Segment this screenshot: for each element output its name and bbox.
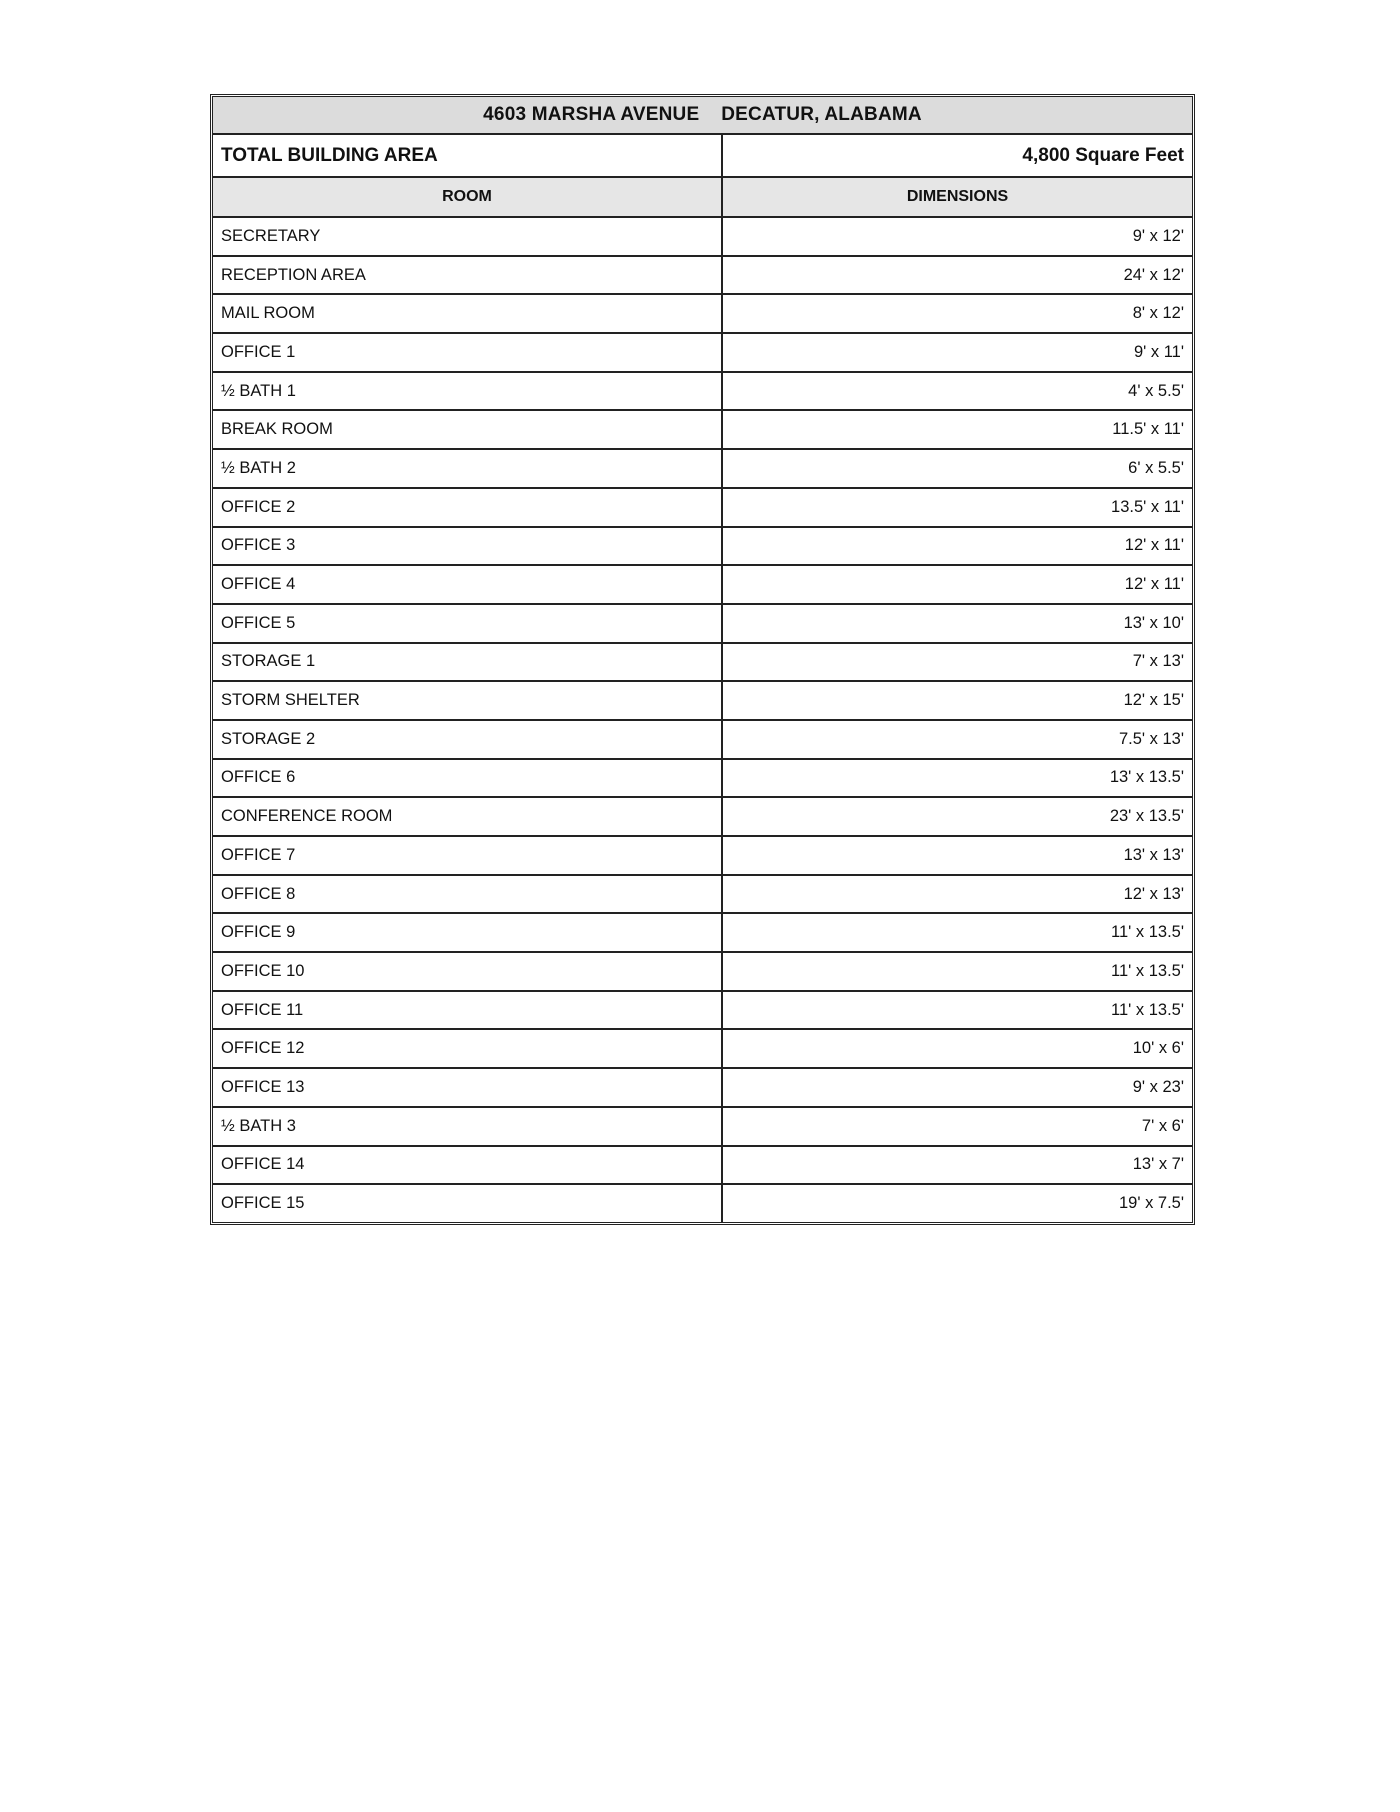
room-dimensions: 9' x 12' xyxy=(1132,226,1184,245)
room-dimensions: 13' x 13' xyxy=(1123,845,1184,864)
room-dimensions: 12' x 11' xyxy=(1124,536,1184,555)
room-dimensions: 19' x 7.5' xyxy=(1118,1194,1184,1213)
table-row xyxy=(213,1185,1192,1222)
room-name: CONFERENCE ROOM xyxy=(213,798,723,835)
room-dimensions: 10' x 6' xyxy=(1132,1039,1184,1058)
room-name: MAIL ROOM xyxy=(213,295,723,332)
room-dimensions: 12' x 11' xyxy=(1124,575,1184,594)
title-city: DECATUR, ALABAMA xyxy=(721,104,922,125)
room-name: OFFICE 4 xyxy=(213,566,723,603)
room-dimensions: 13' x 13.5' xyxy=(1109,768,1184,787)
table-row xyxy=(213,605,1192,644)
room-name: ½ BATH 2 xyxy=(213,450,723,487)
room-dimensions: 12' x 13' xyxy=(1123,884,1184,903)
room-name: OFFICE 5 xyxy=(213,605,723,642)
room-dimensions: 13.5' x 11' xyxy=(1111,497,1184,516)
dimensions-column-header: DIMENSIONS xyxy=(906,188,1009,205)
total-area-row xyxy=(213,135,1192,178)
table-row xyxy=(213,295,1192,334)
table-row xyxy=(213,334,1192,373)
room-dimensions: 11.5' x 11' xyxy=(1112,420,1184,439)
room-name: OFFICE 13 xyxy=(213,1069,723,1106)
room-name: OFFICE 10 xyxy=(213,953,723,990)
room-name: ½ BATH 1 xyxy=(213,373,723,410)
room-dimensions: 6' x 5.5' xyxy=(1128,458,1184,477)
room-dimensions: 23' x 13.5' xyxy=(1109,807,1184,826)
room-column-header: ROOM xyxy=(213,178,723,216)
table-row xyxy=(213,682,1192,721)
table-row xyxy=(213,837,1192,876)
table-row xyxy=(213,876,1192,915)
table-row xyxy=(213,257,1192,296)
table-row xyxy=(213,566,1192,605)
room-name: OFFICE 11 xyxy=(213,992,723,1029)
table-row xyxy=(213,914,1192,953)
room-dimensions: 8' x 12' xyxy=(1132,304,1184,323)
room-name: OFFICE 15 xyxy=(213,1185,723,1222)
room-dimensions: 9' x 11' xyxy=(1133,342,1184,361)
room-dimensions: 11' x 13.5' xyxy=(1111,1000,1184,1019)
room-name: STORAGE 1 xyxy=(213,644,723,681)
room-name: SECRETARY xyxy=(213,218,723,255)
room-name: OFFICE 2 xyxy=(213,489,723,526)
table-row xyxy=(213,528,1192,567)
room-dimensions: 11' x 13.5' xyxy=(1111,923,1184,942)
room-dimensions: 13' x 7' xyxy=(1132,1155,1184,1174)
column-header-row xyxy=(213,178,1192,218)
table-row xyxy=(213,721,1192,760)
room-rows xyxy=(213,218,1192,1222)
room-name: OFFICE 7 xyxy=(213,837,723,874)
room-name: RECEPTION AREA xyxy=(213,257,723,294)
room-name: OFFICE 6 xyxy=(213,760,723,797)
table-row xyxy=(213,1108,1192,1147)
room-dimensions-table xyxy=(210,94,1195,1225)
room-name: BREAK ROOM xyxy=(213,411,723,448)
table-row xyxy=(213,798,1192,837)
room-dimensions: 12' x 15' xyxy=(1123,691,1184,710)
room-name: STORAGE 2 xyxy=(213,721,723,758)
room-dimensions: 9' x 23' xyxy=(1132,1077,1184,1096)
table-row xyxy=(213,953,1192,992)
total-area-value: 4,800 Square Feet xyxy=(1022,144,1184,166)
room-dimensions: 24' x 12' xyxy=(1123,265,1184,284)
table-row xyxy=(213,644,1192,683)
room-name: ½ BATH 3 xyxy=(213,1108,723,1145)
table-row xyxy=(213,760,1192,799)
room-name: OFFICE 8 xyxy=(213,876,723,913)
room-dimensions: 7.5' x 13' xyxy=(1118,729,1184,748)
title-address: 4603 MARSHA AVENUE xyxy=(483,104,700,125)
table-row xyxy=(213,411,1192,450)
table-row xyxy=(213,1069,1192,1108)
table-row xyxy=(213,1030,1192,1069)
table-row xyxy=(213,1147,1192,1186)
room-dimensions: 7' x 6' xyxy=(1141,1116,1184,1135)
table-row xyxy=(213,450,1192,489)
room-dimensions: 11' x 13.5' xyxy=(1111,961,1184,980)
room-name: OFFICE 14 xyxy=(213,1147,723,1184)
room-name: OFFICE 1 xyxy=(213,334,723,371)
total-area-label: TOTAL BUILDING AREA xyxy=(213,135,723,176)
room-dimensions: 7' x 13' xyxy=(1132,652,1184,671)
room-dimensions: 4' x 5.5' xyxy=(1128,381,1184,400)
table-row xyxy=(213,489,1192,528)
room-dimensions: 13' x 10' xyxy=(1123,613,1184,632)
table-title xyxy=(213,97,1192,135)
table-row xyxy=(213,373,1192,412)
table-row xyxy=(213,218,1192,257)
room-name: STORM SHELTER xyxy=(213,682,723,719)
table-row xyxy=(213,992,1192,1031)
room-name: OFFICE 12 xyxy=(213,1030,723,1067)
room-name: OFFICE 9 xyxy=(213,914,723,951)
room-name: OFFICE 3 xyxy=(213,528,723,565)
